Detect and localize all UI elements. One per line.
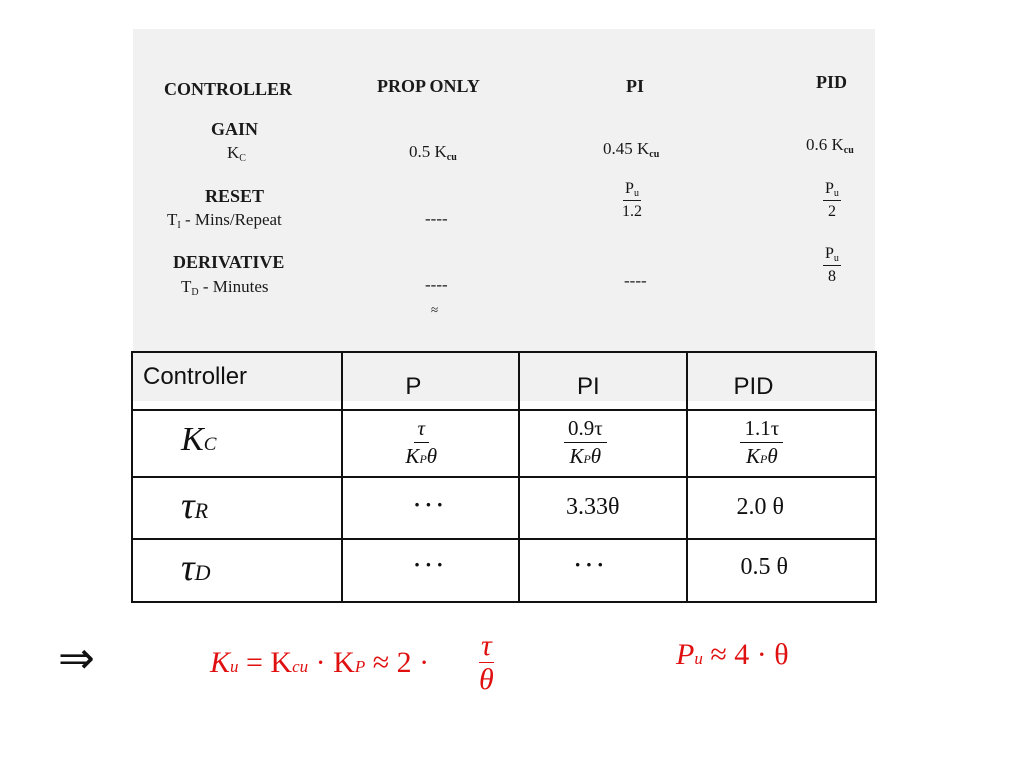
table-row-tau-d (132, 539, 876, 602)
scan-approx-mark: ≈ (431, 302, 439, 317)
cell-kc-pi: 0.9τ KPθ (519, 410, 688, 477)
row-label-tau-d: τD (132, 539, 342, 602)
scan-gain-pi: 0.45 Kcu (603, 139, 660, 160)
cell-kc-p: τ KPθ (342, 410, 519, 477)
scan-reset-pi: $\frac{P_u}{1.2}$ (622, 180, 642, 220)
scan-gain-label: GAIN (211, 119, 259, 139)
cell-kc-pid: 1.1τ KPθ (687, 410, 876, 477)
scan-reset-pid: $\frac{P_u}{2}$ (825, 180, 839, 220)
scan-header-prop-only: PROP ONLY (377, 76, 480, 96)
cell-tau-r-pi: 3.33θ (519, 477, 688, 540)
row-label-tau-r: τR (132, 477, 342, 540)
header-cell-pi: PI (519, 352, 688, 410)
scan-gain-prop: 0.5 Kcu (409, 142, 457, 163)
scan-reset-prop: ---- (425, 209, 448, 228)
scan-derivative-pi: ---- (624, 271, 647, 290)
ultimate-gain-formula: Ku = Kcu · KP ≈ 2 · (210, 646, 430, 679)
header-cell-pid: PID (687, 352, 876, 410)
header-cell-p: P (342, 352, 519, 410)
tuning-table (131, 351, 877, 603)
scan-header-controller: CONTROLLER (164, 79, 293, 99)
scan-derivative-prop: ---- (425, 275, 448, 294)
scan-reset-label: RESET (205, 186, 265, 206)
scan-reset-desc: $T_I$ - Mins/Repeat (167, 210, 282, 231)
scanned-table-image (133, 29, 875, 401)
implies-arrow: ⇒ (58, 633, 95, 684)
header-cell-controller: Controller (132, 352, 342, 410)
scan-gain-symbol: $K_C$ (227, 143, 246, 164)
row-label-kc: KC (132, 410, 342, 477)
cell-tau-r-p: ··· (342, 477, 519, 540)
scan-gain-pid: 0.6 Kcu (806, 135, 854, 156)
scan-header-pi: PI (626, 76, 644, 96)
tau-over-theta-fraction: $\frac{\tau}{\theta}$ (479, 629, 494, 696)
table-row-tau-r (132, 477, 876, 540)
scan-header-pid: PID (816, 72, 847, 92)
table-header-row (132, 352, 876, 410)
table-row-kc (132, 410, 876, 477)
cell-tau-r-pid: 2.0 θ (687, 477, 876, 540)
scan-derivative-desc: $T_D$ - Minutes (181, 277, 269, 298)
ultimate-period-formula: Pu ≈ 4 · θ (676, 638, 789, 671)
scan-derivative-label: DERIVATIVE (173, 252, 285, 272)
scan-derivative-pid: $\frac{P_u}{8}$ (825, 245, 839, 285)
cell-tau-d-pid: 0.5 θ (687, 539, 876, 602)
cell-tau-d-p: ··· (342, 539, 519, 602)
cell-tau-d-pi: ··· (519, 539, 688, 602)
